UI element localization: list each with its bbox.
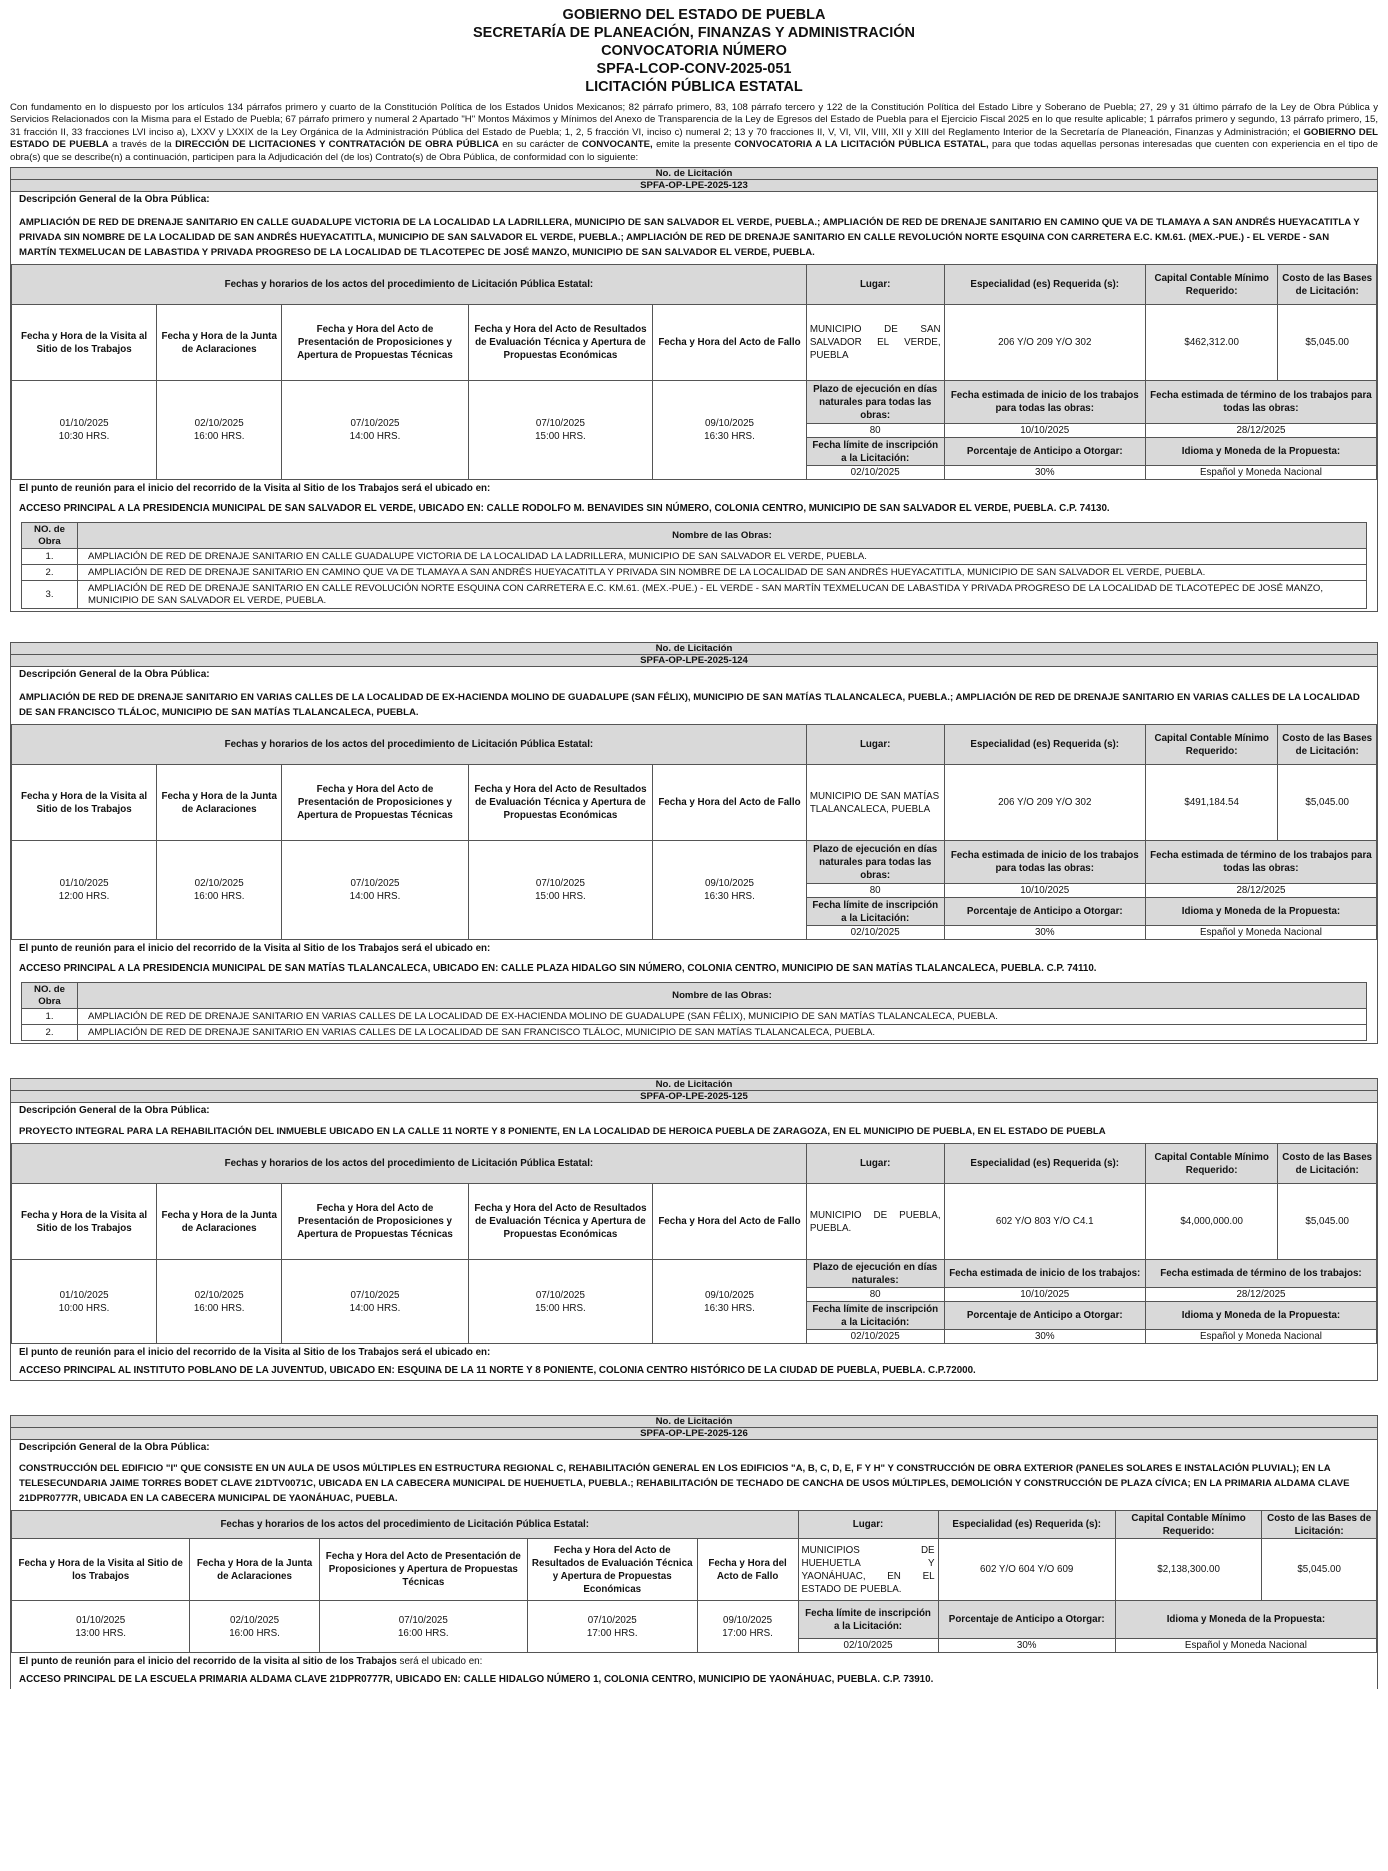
especialidad-value: 602 Y/O 803 Y/O C4.1 [944,1184,1145,1260]
date: 07/10/2025 [398,1614,448,1626]
fallo-value [653,381,807,480]
idioma-value: Español y Moneda Nacional [1145,1330,1376,1344]
time: 16:30 HRS. [704,1302,755,1314]
obra-number: 1. [22,1009,78,1025]
licitacion-block-126 [10,1415,1378,1689]
junta-value [190,1601,319,1653]
anticipo-header: Porcentaje de Anticipo a Otorgar: [944,1302,1145,1330]
termino-header: Fecha estimada de término de los trabajos: [1145,1260,1376,1288]
time: 15:00 HRS. [535,891,586,903]
header-line-2: SECRETARÍA DE PLANEACIÓN, FINANZAS Y ADMINISTRACIÓN [472,25,915,41]
apertura-header: Fecha y Hora del Acto de Presentación de Proposiciones y Apertura de Propuestas Técnicas [282,1184,469,1260]
capital-value: $462,312.00 [1145,305,1277,381]
time: 12:00 HRS. [58,891,110,903]
descripcion-text: CONSTRUCCIÓN DEL EDIFICIO "I" QUE CONSISTE EN UN AULA DE USOS MÚLTIPLES EN ESTRUCTURA REGIONAL C, REHABILITACIÓN GENERAL EN LOS EDIFICIOS "A, B, C, D, E, F Y H" Y CONSTRUCCIÓN DE OBRA EXTERIOR (PANELES SOLARES E INSTALACIÓN PLUVIAL); EN LA TELESECUNDARIA JAIME TORRES BODET CLAVE 21DTV0071C, UBICADA EN LA CABECERA MUNICIPAL DE HUEHUETLA, PUEBLA.; REHABILITACIÓN DE TECHADO DE CANCHA DE USOS MÚLTIPLES, DEMOLICIÓN Y CONSTRUCCIÓN DE PLAZA CÍVICA; EN LA PRIMARIA ALDAMA CLAVE 21DPR0777R, UBICADA EN LA CABECERA MUNICIPAL DE YAONÁHUAC, PUEBLA. [19,1463,1350,1505]
licitacion-number: SPFA-OP-LPE-2025-126 [11,1428,1377,1440]
descripcion-label: Descripción General de la Obra Pública: [19,1442,210,1454]
visita-header: Fecha y Hora de la Visita al Sitio de los Trabajos [12,765,157,841]
licitacion-block-124 [10,642,1378,1044]
apertura-value [319,1601,527,1653]
fechas-header: Fechas y horarios de los actos del procedimiento de Licitación Pública Estatal: [12,725,807,765]
anticipo-value: 30% [944,466,1145,480]
nombre-obras-header: Nombre de las Obras: [78,983,1367,1009]
costo-header: Costo de las Bases de Licitación: [1278,725,1377,765]
especialidad-header: Especialidad (es) Requerida (s): [944,265,1145,305]
visita-header: Fecha y Hora de la Visita al Sitio de los Trabajos [12,1184,157,1260]
date: 09/10/2025 [704,878,754,890]
intro-paragraph [10,102,1378,164]
junta-value [157,1260,282,1344]
time: 14:00 HRS. [349,431,401,443]
descripcion-label: Descripción General de la Obra Pública: [19,194,210,206]
no-licitacion-label: No. de Licitación [11,1079,1377,1091]
idioma-header: Idioma y Moneda de la Propuesta: [1115,1601,1376,1639]
obra-name: AMPLIACIÓN DE RED DE DRENAJE SANITARIO EN CALLE GUADALUPE VICTORIA DE LA LOCALIDAD LA LADRILLERA, MUNICIPIO DE SAN SALVADOR EL VERDE, PUEBLA. [78,549,1367,565]
fechas-header: Fechas y horarios de los actos del procedimiento de Licitación Pública Estatal: [12,1144,807,1184]
date: 07/10/2025 [535,1289,585,1301]
licitacion-number: SPFA-OP-LPE-2025-123 [11,180,1377,192]
time: 14:00 HRS. [349,891,401,903]
resultados-header: Fecha y Hora del Acto de Resultados de Evaluación Técnica y Apertura de Propuestas Económicas [468,305,652,381]
time: 16:00 HRS. [193,431,245,443]
date: 07/10/2025 [535,878,585,890]
limite-value: 02/10/2025 [806,1330,944,1344]
obra-number: 1. [22,549,78,565]
fechas-header: Fechas y horarios de los actos del procedimiento de Licitación Pública Estatal: [12,1511,799,1539]
date: 02/10/2025 [230,1614,280,1626]
anticipo-header: Porcentaje de Anticipo a Otorgar: [938,1601,1115,1639]
lugar-header: Lugar: [806,1144,944,1184]
plazo-header: Plazo de ejecución en días naturales para todas las obras: [806,841,944,884]
licitacion-number: SPFA-OP-LPE-2025-124 [11,655,1377,667]
junta-header: Fecha y Hora de la Junta de Aclaraciones [157,305,282,381]
date: 07/10/2025 [350,878,400,890]
limite-header: Fecha límite de inscripción a la Licitación: [806,438,944,466]
termino-value: 28/12/2025 [1145,884,1376,898]
resultados-header: Fecha y Hora del Acto de Resultados de Evaluación Técnica y Apertura de Propuestas Económicas [527,1539,697,1601]
inicio-value: 10/10/2025 [944,424,1145,438]
time: 10:30 HRS. [58,431,110,443]
anticipo-value: 30% [944,926,1145,940]
plazo-value: 80 [806,1288,944,1302]
apertura-value [282,841,469,940]
anticipo-value: 30% [938,1639,1115,1653]
termino-header: Fecha estimada de término de los trabajos para todas las obras: [1145,381,1376,424]
descripcion-label: Descripción General de la Obra Pública: [19,1105,210,1117]
anticipo-value: 30% [944,1330,1145,1344]
time: 16:00 HRS. [193,891,245,903]
date: 01/10/2025 [59,418,109,430]
capital-header: Capital Contable Mínimo Requerido: [1145,265,1277,305]
visita-header: Fecha y Hora de la Visita al Sitio de los Trabajos [12,1539,190,1601]
especialidad-header: Especialidad (es) Requerida (s): [944,725,1145,765]
intro-bold: GOBIERNO DEL ESTADO DE PUEBLA [10,126,1378,151]
header-line-3: CONVOCATORIA NÚMERO [601,43,787,59]
intro-text: para que todas aquellas personas interesadas que cuenten con experiencia en el tipo de obra(s) que se describe(n) a continuación, participen para la Adjudicación del (de los) Contrato(s) de Obra Pública, de conformidad con lo siguiente: [10,139,1378,163]
lugar-value: MUNICIPIO DE SAN SALVADOR EL VERDE, PUEBLA [806,305,944,381]
inicio-header: Fecha estimada de inicio de los trabajos para todas las obras: [944,841,1145,884]
lugar-value: MUNICIPIOS DE HUEHUETLA Y YAONÁHUAC, EN EL ESTADO DE PUEBLA. [798,1539,938,1601]
idioma-value: Español y Moneda Nacional [1115,1639,1376,1653]
no-licitacion-label: No. de Licitación [11,168,1377,180]
fallo-value [653,1260,807,1344]
time: 16:00 HRS. [193,1302,245,1314]
costo-header: Costo de las Bases de Licitación: [1278,1144,1377,1184]
resultados-value [468,381,652,480]
punto-reunion-label: El punto de reunión para el inicio del recorrido de la Visita al Sitio de los Trabajos será el ubicado en: [19,1347,491,1359]
time: 10:00 HRS. [58,1302,110,1314]
especialidad-value: 206 Y/O 209 Y/O 302 [944,305,1145,381]
costo-value: $5,045.00 [1278,305,1377,381]
date: 09/10/2025 [704,1289,754,1301]
fallo-value [697,1601,798,1653]
time: 15:00 HRS. [535,1302,586,1314]
no-licitacion-label: No. de Licitación [11,643,1377,655]
lugar-header: Lugar: [806,725,944,765]
resultados-value [527,1601,697,1653]
date: 01/10/2025 [59,878,109,890]
obra-number: 3. [22,581,78,609]
capital-value: $4,000,000.00 [1145,1184,1277,1260]
anticipo-header: Porcentaje de Anticipo a Otorgar: [944,898,1145,926]
costo-value: $5,045.00 [1262,1539,1377,1601]
apertura-header: Fecha y Hora del Acto de Presentación de Proposiciones y Apertura de Propuestas Técnicas [319,1539,527,1601]
intro-bold: CONVOCATORIA A LA LICITACIÓN PÚBLICA ESTATAL, [734,139,989,151]
resultados-header: Fecha y Hora del Acto de Resultados de Evaluación Técnica y Apertura de Propuestas Económicas [468,1184,652,1260]
termino-header: Fecha estimada de término de los trabajos para todas las obras: [1145,841,1376,884]
time: 17:00 HRS. [586,1627,638,1639]
visita-value [12,841,157,940]
date: 07/10/2025 [350,1289,400,1301]
obras-wrap [11,518,1377,611]
idioma-header: Idioma y Moneda de la Propuesta: [1145,898,1376,926]
costo-header: Costo de las Bases de Licitación: [1262,1511,1377,1539]
capital-value: $491,184.54 [1145,765,1277,841]
costo-header: Costo de las Bases de Licitación: [1278,265,1377,305]
punto-reunion-label-bold: El punto de reunión para el inicio del recorrido de la visita al sitio de los Trabajos [19,1656,397,1668]
inicio-header: Fecha estimada de inicio de los trabajos para todas las obras: [944,381,1145,424]
time: 16:30 HRS. [704,891,755,903]
fallo-header: Fecha y Hora del Acto de Fallo [653,305,807,381]
lugar-header: Lugar: [806,265,944,305]
fallo-value [653,841,807,940]
header-line-1: GOBIERNO DEL ESTADO DE PUEBLA [562,7,826,23]
punto-reunion-address: ACCESO PRINCIPAL A LA PRESIDENCIA MUNICIPAL DE SAN MATÍAS TLALANCALECA, UBICADO EN: CALLE PLAZA HIDALGO SIN NÚMERO, COLONIA CENTRO, MUNICIPIO DE SAN MATÍAS TLALANCALECA, PUEBLA. C.P. 74110. [19,963,1097,975]
junta-value [157,381,282,480]
capital-header: Capital Contable Mínimo Requerido: [1145,725,1277,765]
inicio-value: 10/10/2025 [944,1288,1145,1302]
intro-text: en su carácter de [498,139,582,151]
fechas-table [11,1510,1377,1653]
idioma-value: Español y Moneda Nacional [1145,926,1376,940]
especialidad-value: 206 Y/O 209 Y/O 302 [944,765,1145,841]
header-line-4: SPFA-LCOP-CONV-2025-051 [596,61,792,77]
idioma-header: Idioma y Moneda de la Propuesta: [1145,438,1376,466]
apertura-value [282,1260,469,1344]
visita-value [12,381,157,480]
fechas-header: Fechas y horarios de los actos del procedimiento de Licitación Pública Estatal: [12,265,807,305]
fallo-header: Fecha y Hora del Acto de Fallo [653,1184,807,1260]
date: 02/10/2025 [194,1289,244,1301]
obra-name: AMPLIACIÓN DE RED DE DRENAJE SANITARIO EN CAMINO QUE VA DE TLAMAYA A SAN ANDRÉS HUEYACATITLA Y PRIVADA SIN NOMBRE DE LA LOCALIDAD DE SAN ANDRÉS HUEYACATITLA, MUNICIPIO DE SAN SALVADOR EL VERDE, PUEBLA. [78,565,1367,581]
anticipo-header: Porcentaje de Anticipo a Otorgar: [944,438,1145,466]
fechas-table [11,264,1377,480]
visita-value [12,1260,157,1344]
punto-reunion-address: ACCESO PRINCIPAL A LA PRESIDENCIA MUNICIPAL DE SAN SALVADOR EL VERDE, UBICADO EN: CALLE RODOLFO M. BENAVIDES SIN NÚMERO, COLONIA CENTRO, MUNICIPIO DE SAN SALVADOR EL VERDE, PUEBLA. C.P. 74130. [19,503,1110,515]
junta-header: Fecha y Hora de la Junta de Aclaraciones [157,765,282,841]
punto-reunion-label: El punto de reunión para el inicio del recorrido de la Visita al Sitio de los Trabajos será el ubicado en: [19,943,491,955]
descripcion-label: Descripción General de la Obra Pública: [19,669,210,681]
time: 14:00 HRS. [349,1302,401,1314]
plazo-header: Plazo de ejecución en días naturales para todas las obras: [806,381,944,424]
time: 16:30 HRS. [704,431,755,443]
descripcion-text: AMPLIACIÓN DE RED DE DRENAJE SANITARIO EN VARIAS CALLES DE LA LOCALIDAD DE EX-HACIENDA MOLINO DE GUADALUPE (SAN FÉLIX), MUNICIPIO DE SAN MATÍAS TLALANCALECA, PUEBLA.; AMPLIACIÓN DE RED DE DRENAJE SANITARIO EN VARIAS CALLES DE LA LOCALIDAD DE SAN FRANCISCO TLÁLOC, MUNICIPIO DE SAN MATÍAS TLALANCALECA, PUEBLA. [19,692,1360,719]
resultados-header: Fecha y Hora del Acto de Resultados de Evaluación Técnica y Apertura de Propuestas Económicas [468,765,652,841]
nombre-obras-header: Nombre de las Obras: [78,523,1367,549]
resultados-value [468,841,652,940]
limite-header: Fecha límite de inscripción a la Licitación: [806,898,944,926]
punto-reunion-address: ACCESO PRINCIPAL AL INSTITUTO POBLANO DE LA JUVENTUD, UBICADO EN: ESQUINA DE LA 11 NORTE Y 8 PONIENTE, COLONIA CENTRO HISTÓRICO DE LA CIUDAD DE PUEBLA, PUEBLA. C.P.72000. [19,1365,976,1377]
costo-value: $5,045.00 [1278,1184,1377,1260]
no-licitacion-label: No. de Licitación [11,1416,1377,1428]
limite-value: 02/10/2025 [806,466,944,480]
obra-name: AMPLIACIÓN DE RED DE DRENAJE SANITARIO EN CALLE REVOLUCIÓN NORTE ESQUINA CON CARRETERA E.C. KM.61. (MEX.-PUE.) - EL VERDE - SAN MARTÍN TEXMELUCAN DE LABASTIDA Y PRIVADA PROGRESO DE LA LOCALIDAD DE TLACOTEPEC DE JOSÉ MANZO, MUNICIPIO DE SAN SALVADOR EL VERDE, PUEBLA. [78,581,1367,609]
visita-header: Fecha y Hora de la Visita al Sitio de los Trabajos [12,305,157,381]
descripcion-text: PROYECTO INTEGRAL PARA LA REHABILITACIÓN DEL INMUEBLE UBICADO EN LA CALLE 11 NORTE Y 8 PONIENTE, EN LA LOCALIDAD DE HEROICA PUEBLA DE ZARAGOZA, EN EL MUNICIPIO DE PUEBLA, EN EL ESTADO DE PUEBLA [19,1126,1106,1138]
apertura-header: Fecha y Hora del Acto de Presentación de Proposiciones y Apertura de Propuestas Técnicas [282,305,469,381]
fechas-table [11,1143,1377,1344]
obras-table [21,982,1367,1041]
lugar-value: MUNICIPIO DE PUEBLA, PUEBLA. [806,1184,944,1260]
capital-value: $2,138,300.00 [1115,1539,1261,1601]
punto-reunion-address: ACCESO PRINCIPAL DE LA ESCUELA PRIMARIA ALDAMA CLAVE 21DPR0777R, UBICADO EN: CALLE HIDALGO NÚMERO 1, COLONIA CENTRO, MUNICIPIO DE YAONÁHUAC, PUEBLA. C.P. 73910. [19,1674,934,1686]
date: 09/10/2025 [704,418,754,430]
especialidad-value: 602 Y/O 604 Y/O 609 [938,1539,1115,1601]
obra-name: AMPLIACIÓN DE RED DE DRENAJE SANITARIO EN VARIAS CALLES DE LA LOCALIDAD DE SAN FRANCISCO TLÁLOC, MUNICIPIO DE SAN MATÍAS TLALANCALECA, PUEBLA. [78,1025,1367,1041]
date: 07/10/2025 [535,418,585,430]
time: 13:00 HRS. [75,1627,126,1639]
header-line-5: LICITACIÓN PÚBLICA ESTATAL [585,79,803,95]
resultados-value [468,1260,652,1344]
inicio-value: 10/10/2025 [944,884,1145,898]
termino-value: 28/12/2025 [1145,424,1376,438]
apertura-value [282,381,469,480]
document-header [10,6,1378,96]
date: 01/10/2025 [76,1614,126,1626]
inicio-header: Fecha estimada de inicio de los trabajos: [944,1260,1145,1288]
intro-text: emite la presente [652,139,735,151]
no-obra-header: NO. de Obra [22,523,78,549]
especialidad-header: Especialidad (es) Requerida (s): [944,1144,1145,1184]
intro-bold: DIRECCIÓN DE LICITACIONES Y CONTRATACIÓN DE OBRA PÚBLICA [175,139,499,151]
junta-value [157,841,282,940]
obra-name: AMPLIACIÓN DE RED DE DRENAJE SANITARIO EN VARIAS CALLES DE LA LOCALIDAD DE EX-HACIENDA MOLINO DE GUADALUPE (SAN FÉLIX), MUNICIPIO DE SAN MATÍAS TLALANCALECA, PUEBLA. [78,1009,1367,1025]
punto-reunion-label: El punto de reunión para el inicio del recorrido de la Visita al Sitio de los Trabajos será el ubicado en: [19,483,491,495]
intro-text: Con fundamento en lo dispuesto por los artículos 134 párrafos primero y cuarto de la Constitución Política de los Estados Unidos Mexicanos; 82 párrafo primero, 83, 108 párrafo tercero y 122 de la Constitución Política del Estado Libre y Soberano de Puebla; 27, 29 y 31 último párrafo de la Ley de Obra Pública y Servicios Relacionados con la Misma para el Estado de Puebla; 67 párrafo primero y numeral 2 Apartado "H" Montos Máximos y Mínimos del Anexo de Transparencia de la Ley de Egresos del Estado de Puebla para el Ejercicio Fiscal 2025 en lo que resulte aplicable; 1 párrafos primero y segundo, 13 párrafo primero, 15, 31 fracción II, 33 fracciones LVI inciso a), LXXV y LXXIX de la Ley Orgánica de la Administración Pública del Estado de Puebla; 1, 2, 5 fracción VI, inciso c) numeral 2; 13 y 70 fracciones II, V, VI, VII, VIII, XII y XIII del Reglamento Interior de la Secretaría de Planeación, Finanzas y Administración; el [10,102,1378,138]
limite-header: Fecha límite de inscripción a la Licitación: [798,1601,938,1639]
obra-number: 2. [22,1025,78,1041]
time: 17:00 HRS. [722,1627,773,1639]
obra-number: 2. [22,565,78,581]
limite-value: 02/10/2025 [798,1639,938,1653]
fallo-header: Fecha y Hora del Acto de Fallo [653,765,807,841]
idioma-value: Español y Moneda Nacional [1145,466,1376,480]
obras-table [21,522,1367,609]
date: 02/10/2025 [194,878,244,890]
licitacion-block-123 [10,167,1378,612]
obras-wrap [11,978,1377,1043]
capital-header: Capital Contable Mínimo Requerido: [1115,1511,1261,1539]
termino-value: 28/12/2025 [1145,1288,1376,1302]
fallo-header: Fecha y Hora del Acto de Fallo [697,1539,798,1601]
no-obra-header: NO. de Obra [22,983,78,1009]
limite-header: Fecha límite de inscripción a la Licitación: [806,1302,944,1330]
time: 15:00 HRS. [535,431,586,443]
costo-value: $5,045.00 [1278,765,1377,841]
punto-reunion-label-normal: será el ubicado en: [396,1656,483,1668]
fechas-table [11,724,1377,940]
time: 16:00 HRS. [397,1627,449,1639]
date: 07/10/2025 [587,1614,637,1626]
date: 07/10/2025 [350,418,400,430]
especialidad-header: Especialidad (es) Requerida (s): [938,1511,1115,1539]
intro-bold: CONVOCANTE, [581,139,653,151]
plazo-header: Plazo de ejecución en días naturales: [806,1260,944,1288]
limite-value: 02/10/2025 [806,926,944,940]
capital-header: Capital Contable Mínimo Requerido: [1145,1144,1277,1184]
intro-text: a través de la [108,139,176,151]
plazo-value: 80 [806,424,944,438]
licitacion-block-125 [10,1078,1378,1381]
date: 01/10/2025 [59,1289,109,1301]
date: 02/10/2025 [194,418,244,430]
visita-value [12,1601,190,1653]
punto-reunion-label [11,1653,1377,1671]
junta-header: Fecha y Hora de la Junta de Aclaraciones [157,1184,282,1260]
lugar-value: MUNICIPIO DE SAN MATÍAS TLALANCALECA, PUEBLA [806,765,944,841]
plazo-value: 80 [806,884,944,898]
junta-header: Fecha y Hora de la Junta de Aclaraciones [190,1539,319,1601]
descripcion-text: AMPLIACIÓN DE RED DE DRENAJE SANITARIO EN CALLE GUADALUPE VICTORIA DE LA LOCALIDAD LA LADRILLERA, MUNICIPIO DE SAN SALVADOR EL VERDE, PUEBLA.; AMPLIACIÓN DE RED DE DRENAJE SANITARIO EN CAMINO QUE VA DE TLAMAYA A SAN ANDRÉS HUEYACATITLA Y PRIVADA SIN NOMBRE DE LA LOCALIDAD DE SAN ANDRÉS HUEYACATITLA, MUNICIPIO DE SAN SALVADOR EL VERDE, PUEBLA.; AMPLIACIÓN DE RED DE DRENAJE SANITARIO EN CALLE REVOLUCIÓN NORTE ESQUINA CON CARRETERA E.C. KM.61. (MEX.-PUE.) - EL VERDE - SAN MARTÍN TEXMELUCAN DE LABASTIDA Y PRIVADA PROGRESO DE LA LOCALIDAD DE TLACOTEPEC DE JOSÉ MANZO, MUNICIPIO DE SAN SALVADOR EL VERDE, PUEBLA. [19,217,1360,259]
time: 16:00 HRS. [229,1627,280,1639]
licitacion-number: SPFA-OP-LPE-2025-125 [11,1091,1377,1103]
apertura-header: Fecha y Hora del Acto de Presentación de Proposiciones y Apertura de Propuestas Técnicas [282,765,469,841]
lugar-header: Lugar: [798,1511,938,1539]
idioma-header: Idioma y Moneda de la Propuesta: [1145,1302,1376,1330]
date: 09/10/2025 [723,1614,773,1626]
